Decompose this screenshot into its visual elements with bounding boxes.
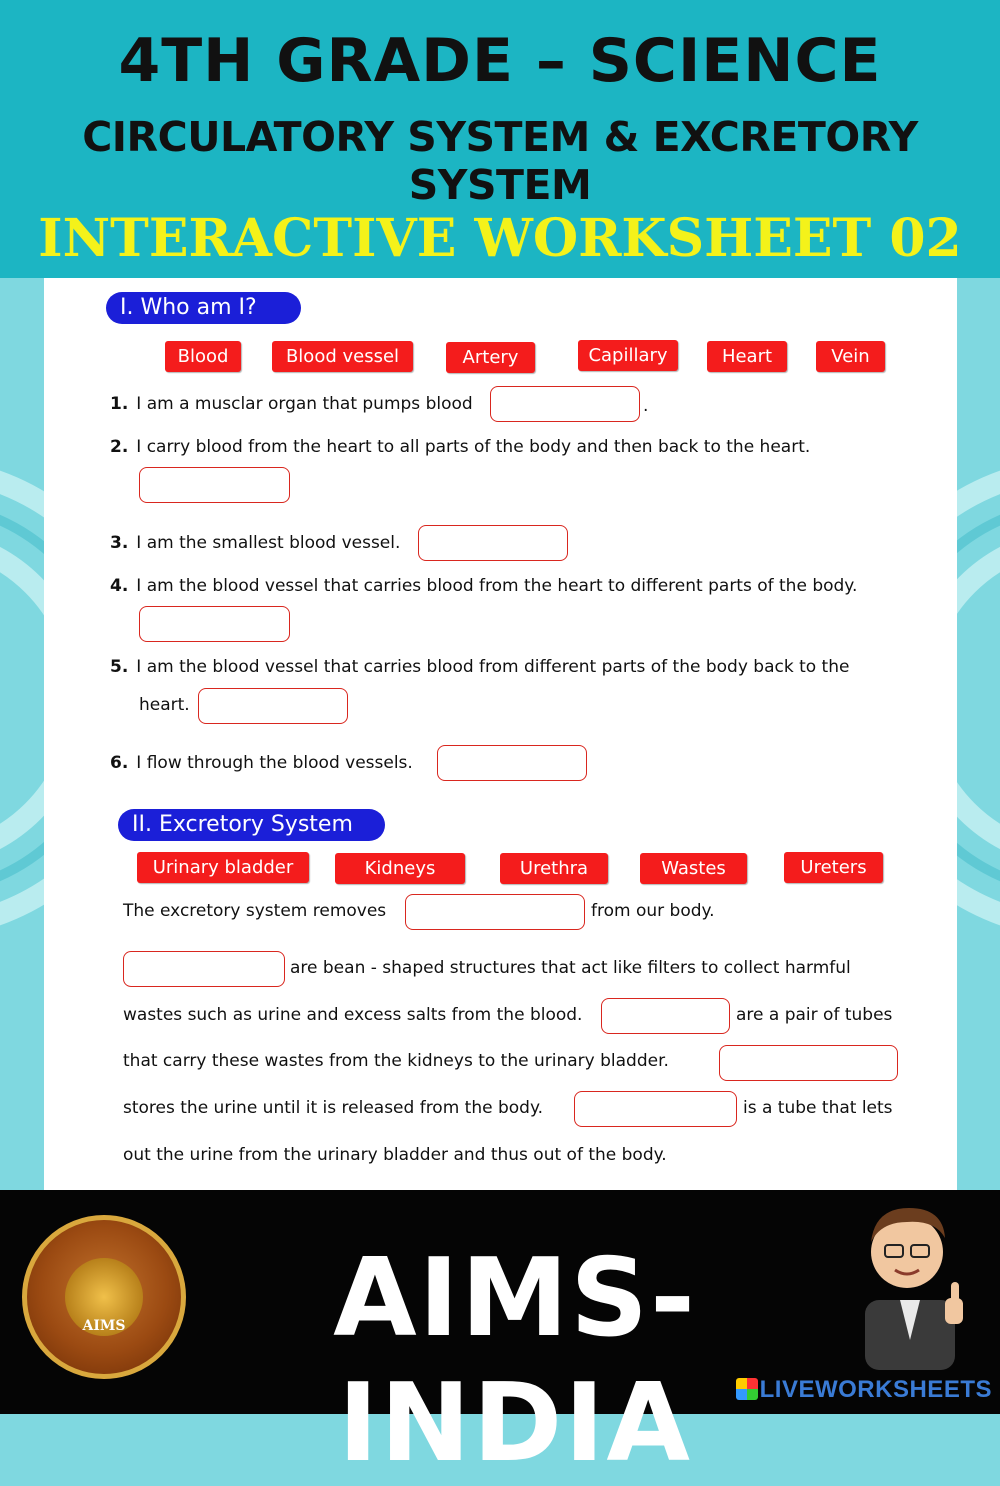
section-title-who-am-i: I. Who am I? <box>106 292 301 324</box>
academy-logo <box>22 1215 186 1379</box>
logo-text: AIMS <box>82 1318 126 1334</box>
liveworksheets-watermark: LIVEWORKSHEETS <box>736 1376 992 1404</box>
answer-box-urinary-bladder[interactable] <box>719 1045 898 1081</box>
excretory-line-2: are bean - shaped structures that act like filters to collect harmful <box>290 958 851 978</box>
word-chip-artery[interactable]: Artery <box>446 342 535 373</box>
word-chip-vein[interactable]: Vein <box>816 341 885 372</box>
answer-box-2[interactable] <box>139 467 290 503</box>
question-6: 6. I flow through the blood vessels. <box>110 753 413 773</box>
question-3: 3. I am the smallest blood vessel. <box>110 533 401 553</box>
answer-box-ureters[interactable] <box>601 998 730 1034</box>
brand-name: AIMS-INDIA <box>333 1236 697 1486</box>
question-5-cont: heart. <box>139 695 190 715</box>
excretory-line-4: that carry these wastes from the kidneys to the urinary bladder. <box>123 1051 669 1071</box>
word-chip-heart[interactable]: Heart <box>707 341 787 372</box>
question-5: 5. I am the blood vessel that carries blood from different parts of the body back to the <box>110 657 850 677</box>
answer-box-4[interactable] <box>139 606 290 642</box>
answer-box-6[interactable] <box>437 745 587 781</box>
word-chip-blood-vessel[interactable]: Blood vessel <box>272 341 413 372</box>
excretory-line-5a: stores the urine until it is released from the body. <box>123 1098 544 1118</box>
answer-box-5[interactable] <box>198 688 348 724</box>
answer-box-urethra[interactable] <box>574 1091 737 1127</box>
question-4: 4. I am the blood vessel that carries blood from the heart to different parts of the body. <box>110 576 858 596</box>
word-chip-urethra[interactable]: Urethra <box>500 853 608 884</box>
word-chip-kidneys[interactable]: Kidneys <box>335 853 465 884</box>
excretory-line-1a: The excretory system removes <box>123 901 387 921</box>
liveworksheets-logo-icon <box>736 1378 758 1400</box>
excretory-line-1b: from our body. <box>591 901 715 921</box>
excretory-line-3a: wastes such as urine and excess salts from the blood. <box>123 1005 583 1025</box>
question-1: 1. I am a musclar organ that pumps blood <box>110 394 473 414</box>
header-banner <box>0 0 1000 278</box>
worksheet-title: INTERACTIVE WORKSHEET 02 <box>38 208 962 269</box>
word-chip-blood[interactable]: Blood <box>165 341 241 372</box>
question-1-period: . <box>643 396 649 416</box>
answer-box-3[interactable] <box>418 525 568 561</box>
answer-box-1[interactable] <box>490 386 640 422</box>
topic-title: CIRCULATORY SYSTEM & EXCRETORY SYSTEM <box>82 113 918 209</box>
word-chip-capillary[interactable]: Capillary <box>578 340 678 371</box>
answer-box-kidneys[interactable] <box>123 951 285 987</box>
excretory-line-3b: are a pair of tubes <box>736 1005 893 1025</box>
thumbs-up-mascot-icon <box>845 1190 975 1370</box>
excretory-line-6: out the urine from the urinary bladder and thus out of the body. <box>123 1145 667 1165</box>
word-chip-urinary-bladder[interactable]: Urinary bladder <box>137 852 309 883</box>
word-chip-ureters[interactable]: Ureters <box>784 852 883 883</box>
question-2: 2. I carry blood from the heart to all parts of the body and then back to the heart. <box>110 437 811 457</box>
excretory-line-5b: is a tube that lets <box>743 1098 893 1118</box>
section-title-excretory: II. Excretory System <box>118 809 385 841</box>
grade-title: 4TH GRADE – SCIENCE <box>118 26 882 96</box>
answer-box-wastes[interactable] <box>405 894 585 930</box>
word-chip-wastes[interactable]: Wastes <box>640 853 747 884</box>
